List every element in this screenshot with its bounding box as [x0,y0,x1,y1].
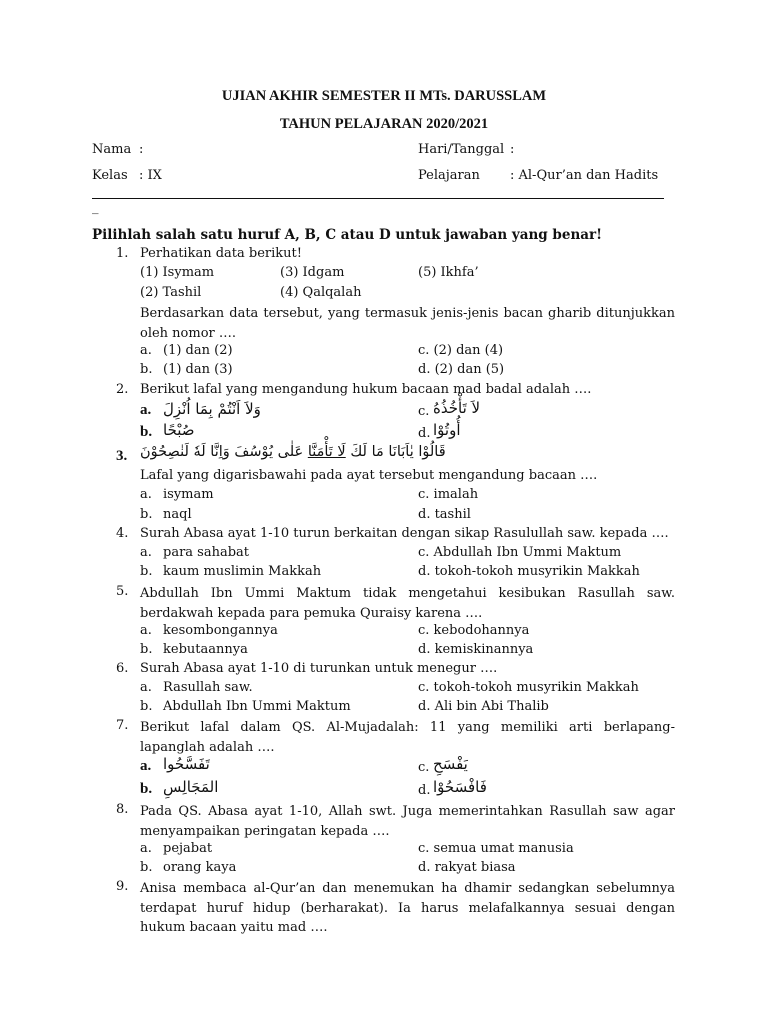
q4-number: 4. [116,526,129,541]
q3-verse-part3: عَلٰى يُوْسُفَ وَاِنَّا لَهٗ لَنٰصِحُوْنَ [140,444,308,460]
q7-option-d: فَافْسَحُوْا [433,778,487,796]
q7-label-b: b. [140,781,153,797]
q6-option-a: Rasullah saw. [163,680,253,695]
q1-label-a: a. [140,343,152,358]
q1-number: 1. [116,246,129,261]
kelas-value: : IX [139,168,162,183]
nama-value: : [139,142,144,157]
pelajaran-value: : Al-Qur’an dan Hadits [510,168,659,183]
q6-label-b: b. [140,699,153,714]
q2-number: 2. [116,382,129,397]
q4-option-c: c. Abdullah Ibn Ummi Maktum [418,545,622,560]
nama-label: Nama [92,142,132,157]
q4-option-d: d. tokoh-tokoh musyrikin Makkah [418,564,640,579]
q6-label-a: a. [140,680,152,695]
q8-label-b: b. [140,860,153,875]
q1-item-3: (3) Idgam [280,265,345,280]
q5-text: Abdullah Ibn Ummi Maktum tidak mengetahui kesibukan Rasullah saw. berdakwah kepada para pemuka Quraisy karena …. [140,586,675,621]
q5-option-d: d. kemiskinannya [418,642,534,657]
q5-number: 5. [116,584,129,599]
q7-number: 7. [116,718,129,733]
kelas-label: Kelas [92,168,128,183]
exam-title: UJIAN AKHIR SEMESTER II MTs. DARUSSLAM [221,88,547,104]
q7-option-c: يَفْسَحِ [433,755,468,773]
q4-label-a: a. [140,545,152,560]
q1-text: Perhatikan data berikut! [140,246,302,261]
separator-tail: _ [92,200,99,215]
q8-number: 8. [116,802,129,817]
q9-number: 9. [116,879,129,894]
q1-option-d: d. (2) dan (5) [418,362,505,377]
q1-option-c: c. (2) dan (4) [418,343,504,358]
q6-number: 6. [116,661,129,676]
hari-label: Hari/Tanggal [418,142,505,157]
q1-text2: Berdasarkan data tersebut, yang termasuk jenis-jenis bacan gharib ditunjukkan oleh nomor …. [140,306,675,341]
q4-text: Surah Abasa ayat 1-10 turun berkaitan dengan sikap Rasulullah saw. kepada …. [140,526,669,541]
q5-label-b: b. [140,642,153,657]
q6-option-b: Abdullah Ibn Ummi Maktum [163,699,351,714]
q1-item-5: (5) Ikhfa’ [418,265,479,280]
q3-option-b: naql [163,507,192,522]
q2-option-d: أُوتُوْا [433,421,461,439]
q8-option-c: c. semua umat manusia [418,841,574,856]
q5-option-a: kesombongannya [163,623,278,638]
instruction: Pilihlah salah satu huruf A, B, C atau D untuk jawaban yang benar! [92,227,603,243]
q6-option-c: c. tokoh-tokoh musyrikin Makkah [418,680,639,695]
q1-option-b: (1) dan (3) [163,362,233,377]
q1-item-1: (1) Isymam [140,265,215,280]
q2-label-b: b. [140,424,153,440]
separator-line [92,198,664,199]
q7-text: Berikut lafal dalam QS. Al-Mujadalah: 11 yang memiliki arti berlapang-lapanglah adalah …. [140,720,675,755]
q3-option-c: c. imalah [418,487,479,502]
q3-label-a: a. [140,487,152,502]
q1-label-b: b. [140,362,153,377]
q7-label-d: d. [418,783,431,798]
q8-option-b: orang kaya [163,860,237,875]
pelajaran-label: Pelajaran [418,168,480,183]
q7-option-a: تَفَسَّحُوا [163,755,210,773]
q4-option-b: kaum muslimin Makkah [163,564,322,579]
q5-label-a: a. [140,623,152,638]
q7-label-a: a. [140,758,152,774]
q2-label-c: c. [418,404,430,419]
q2-option-a: وَلاَ اَنْتُمْ بِمَا اُنْزِلَ [163,400,261,418]
q4-option-a: para sahabat [163,545,250,560]
q8-option-a: pejabat [163,841,213,856]
q6-option-d: d. Ali bin Abi Thalib [418,699,549,714]
q4-label-b: b. [140,564,153,579]
q8-label-a: a. [140,841,152,856]
q7-label-c: c. [418,760,430,775]
q5-option-c: c. kebodohannya [418,623,530,638]
q3-verse-part1: قَالُوْا يٰاَبَانَا مَا لَكَ [345,444,446,460]
q9-text: Anisa membaca al-Qur’an dan menemukan ha dhamir sedangkan sebelumnya terdapat huruf hidup (berharakat). Ia harus melafalkannya sesuai dengan hukum bacaan yaitu mad …. [140,881,675,935]
q3-text: Lafal yang digarisbawahi pada ayat tersebut mengandung bacaan …. [140,468,598,483]
q3-label-b: b. [140,507,153,522]
hari-value: : [510,142,515,157]
q3-option-d: d. tashil [418,507,471,522]
q2-label-a: a. [140,402,152,418]
q1-item-2: (2) Tashil [140,285,202,300]
q6-text: Surah Abasa ayat 1-10 di turunkan untuk menegur …. [140,661,498,676]
q2-text: Berikut lafal yang mengandung hukum bacaan mad badal adalah …. [140,382,592,397]
school-year: TAHUN PELAJARAN 2020/2021 [279,116,489,132]
q2-option-b: صُبْحًا [163,421,195,439]
q3-option-a: isymam [163,487,214,502]
q1-option-a: (1) dan (2) [163,343,233,358]
q3-verse [140,444,446,460]
q3-verse-underlined: لَا تَأْمَنَّا [307,444,346,460]
q1-item-4: (4) Qalqalah [280,285,362,300]
q7-option-b: المَجَالِسِ [163,778,219,796]
q8-option-d: d. rakyat biasa [418,860,516,875]
q3-number: 3. [116,448,128,464]
q5-option-b: kebutaannya [163,642,248,657]
q2-label-d: d. [418,426,431,441]
q8-text: Pada QS. Abasa ayat 1-10, Allah swt. Juga memerintahkan Rasullah saw agar menyampaikan peringatan kepada …. [140,804,675,839]
q2-option-c: لاَ تَأْخُذُهُ [433,399,481,417]
